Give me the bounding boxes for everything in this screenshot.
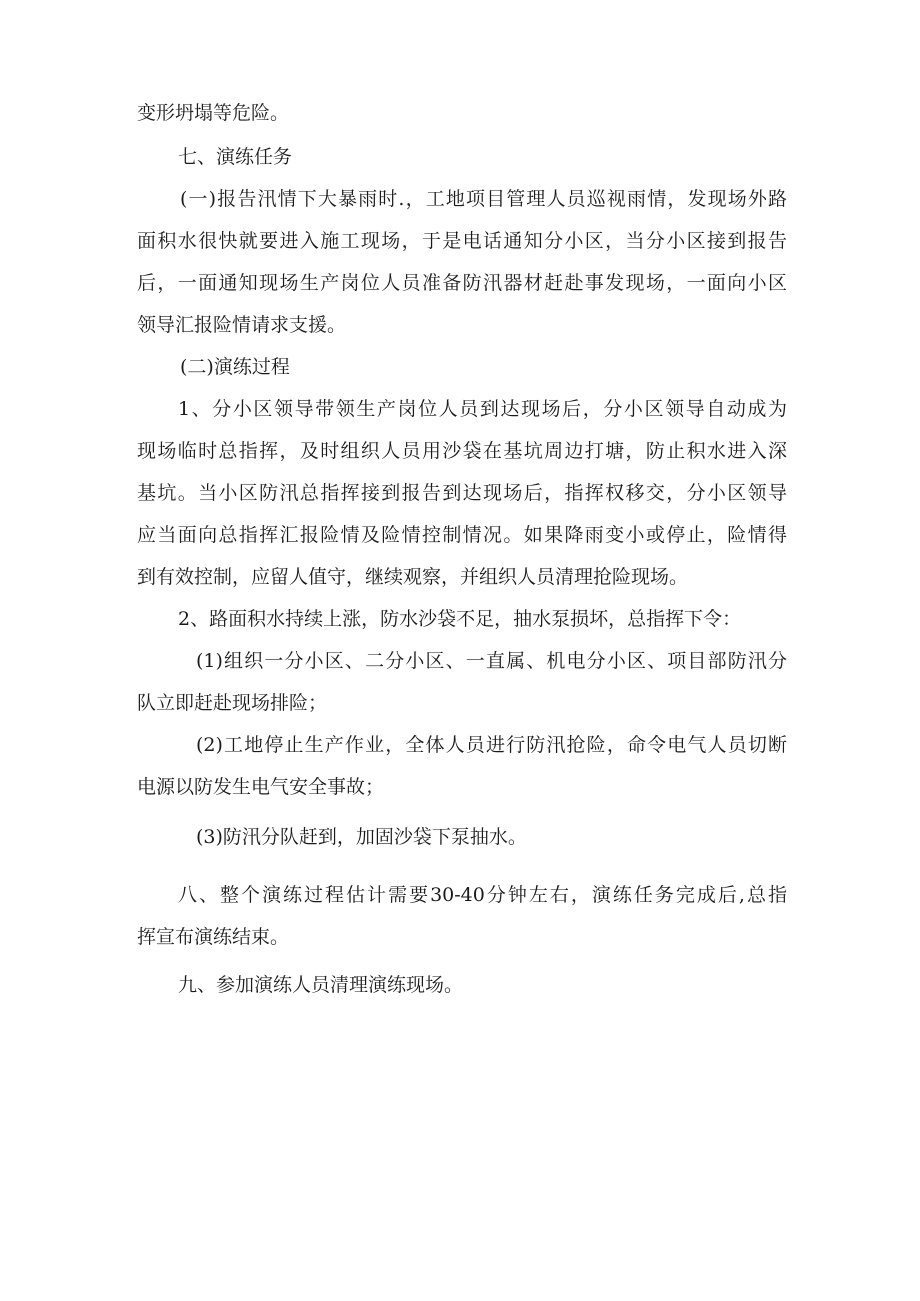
text-line: 基坑。当小区防汛总指挥接到报告到达现场后，指挥权移交，分小区领导: [137, 482, 787, 504]
text-line: 到有效控制，应留人值守，继续观察，并组织人员清理抢险现场。: [137, 566, 689, 588]
text-line: (2)工地停止生产作业，全体人员进行防汛抢险，命令电气人员切断: [196, 734, 787, 756]
section-heading-8: 八、整个演练过程估计需要30-40分钟左右，演练任务完成后,总指: [178, 884, 787, 906]
section-heading-7: 七、演练任务: [178, 146, 293, 168]
text-line: 队立即赶赴现场排险；: [137, 692, 328, 714]
text-line: 面积水很快就要进入施工现场，于是电话通知分小区，当分小区接到报告: [137, 230, 787, 252]
text-line: 1、分小区领导带领生产岗位人员到达现场后，分小区领导自动成为: [178, 398, 787, 420]
text-line: 后，一面通知现场生产岗位人员准备防汛器材赶赴事发现场，一面向小区: [137, 272, 787, 294]
text-line: (1)组织一分小区、二分小区、一直属、机电分小区、项目部防汛分: [196, 650, 787, 672]
text-line: 变形坍塌等危险。: [137, 102, 290, 124]
text-line: 应当面向总指挥汇报险情及险情控制情况。如果降雨变小或停止，险情得: [137, 524, 787, 546]
text-line: 2、路面积水持续上涨，防水沙袋不足，抽水泵损坏，总指挥下令：: [178, 608, 742, 630]
text-line: 电源以防发生电气安全事故；: [137, 776, 385, 798]
text-line: (3)防汛分队赶到，加固沙袋下泵抽水。: [196, 826, 527, 848]
text-line: 领导汇报险情请求支援。: [137, 314, 347, 336]
text-line: 挥宣布演练结束。: [137, 926, 290, 948]
text-line: 现场临时总指挥，及时组织人员用沙袋在基坑周边打塘，防止积水进入深: [137, 440, 787, 462]
text-line: (一)报告汛情下大暴雨时.，工地项目管理人员巡视雨情，发现场外路: [180, 188, 787, 210]
section-heading-9: 九、参加演练人员清理演练现场。: [178, 974, 464, 996]
subsection-heading-2: (二)演练过程: [180, 356, 290, 378]
